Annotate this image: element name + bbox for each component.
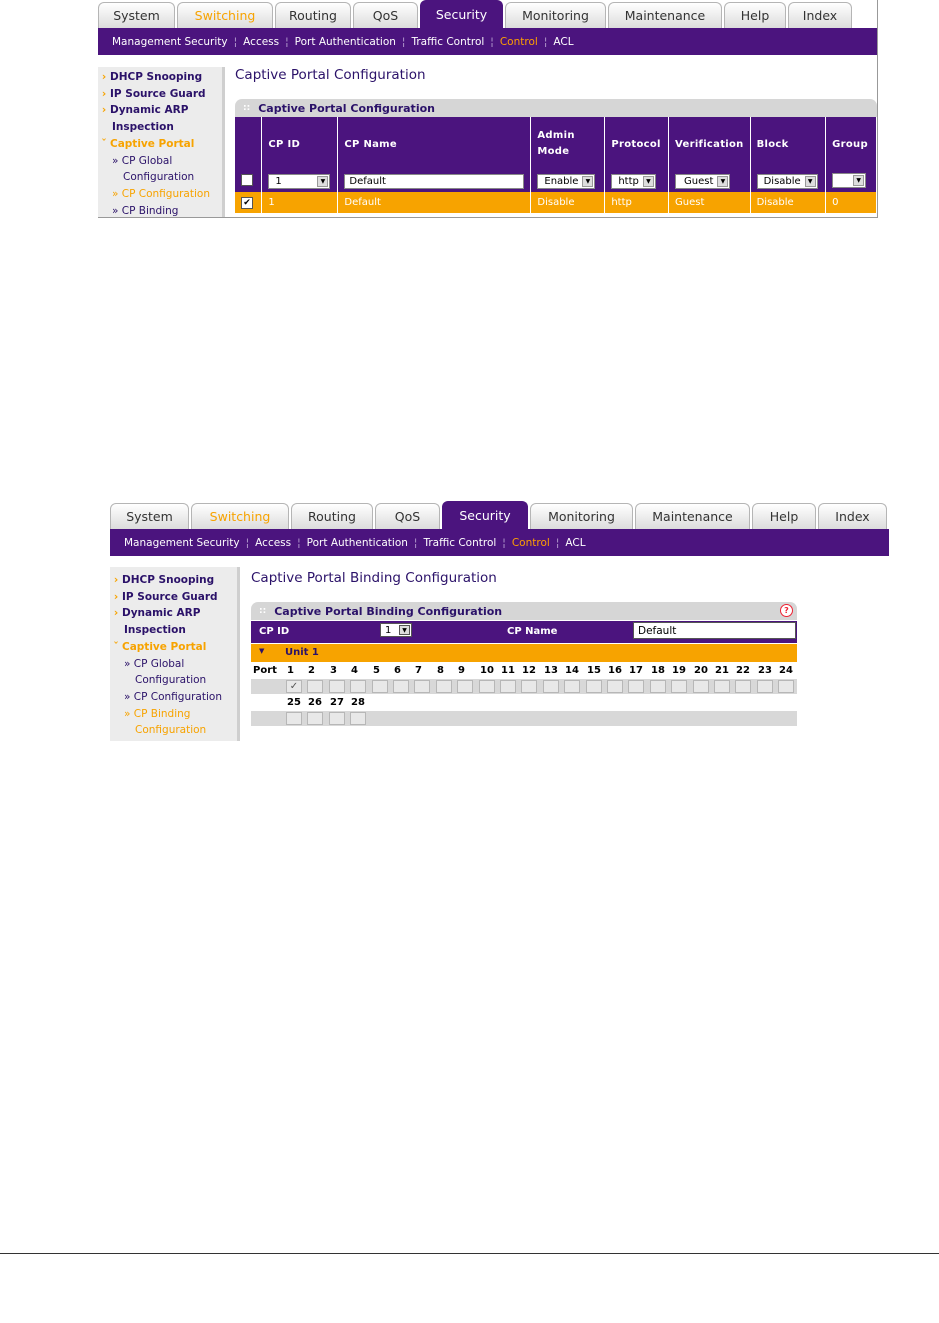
sidebar-item-captive-portal[interactable]: ˇ Captive Portal — [110, 639, 237, 656]
sub-navigation: Management Security ¦ Access ¦ Port Authentication ¦ Traffic Control ¦ Control ¦ ACL — [110, 529, 889, 556]
port-checkbox-14[interactable] — [564, 680, 580, 693]
port-number-24: 24 — [779, 665, 793, 676]
port-checkbox-24[interactable] — [778, 680, 794, 693]
port-number-21: 21 — [715, 665, 729, 676]
port-number-row — [251, 662, 797, 679]
port-number-28: 28 — [351, 697, 365, 708]
port-checkbox-18[interactable] — [650, 680, 666, 693]
table-row[interactable] — [235, 192, 877, 213]
tab-switching[interactable]: Switching — [177, 2, 273, 28]
tab-maintenance[interactable]: Maintenance — [635, 503, 750, 529]
dropdown-arrow-icon: ▼ — [805, 176, 816, 187]
sidebar-item-captive-portal[interactable]: ˇ Captive Portal — [98, 136, 222, 153]
grip-icon: :: — [259, 606, 267, 616]
dropdown-arrow-icon: ▼ — [643, 176, 654, 187]
col-group: Group — [826, 117, 877, 171]
port-number-19: 19 — [672, 665, 686, 676]
cp-name-input[interactable]: Default — [344, 174, 524, 189]
cp-config-screenshot — [98, 0, 878, 218]
edit-block-cell — [750, 171, 826, 192]
tab-security[interactable]: Security — [442, 501, 528, 529]
col-protocol: Protocol — [605, 117, 669, 171]
cp-id-label: CP ID — [259, 626, 290, 637]
cell-block: Disable — [750, 192, 826, 213]
port-checkbox-20[interactable] — [693, 680, 709, 693]
port-number-25: 25 — [287, 697, 301, 708]
cp-name-field[interactable]: Default — [633, 622, 796, 639]
cell-cp-name: Default — [338, 192, 531, 213]
edit-cp-name-cell — [338, 171, 531, 192]
tab-routing[interactable]: Routing — [275, 2, 351, 28]
port-number-27: 27 — [330, 697, 344, 708]
port-checkbox-27[interactable] — [329, 712, 345, 725]
sidebar-item-cp-binding[interactable]: » CP Binding — [112, 204, 179, 217]
cp-name-label: CP Name — [507, 626, 558, 637]
col-block: Block — [750, 117, 826, 171]
edit-row — [235, 171, 877, 192]
binding-panel — [251, 621, 797, 726]
port-checkbox-6[interactable] — [393, 680, 409, 693]
sidebar-item-cp-binding[interactable]: » CP Binding — [124, 707, 191, 720]
tab-routing[interactable]: Routing — [291, 503, 373, 529]
tab-maintenance[interactable]: Maintenance — [608, 2, 722, 28]
port-number-16: 16 — [608, 665, 622, 676]
main-tabs — [98, 0, 877, 28]
chevron-right-icon: › — [101, 71, 107, 83]
subnav-access[interactable]: Access — [243, 35, 280, 48]
port-checkbox-7[interactable] — [414, 680, 430, 693]
port-label: Port — [253, 665, 277, 676]
sidebar-item-cp-global[interactable]: » CP Global — [112, 154, 173, 167]
chevron-right-icon: › — [113, 574, 119, 586]
port-number-12: 12 — [522, 665, 536, 676]
port-number-6: 6 — [394, 665, 401, 676]
page-title: Captive Portal Configuration — [235, 67, 426, 83]
port-checkbox-9[interactable] — [457, 680, 473, 693]
admin-mode-select[interactable]: Enable ▼ — [537, 174, 595, 189]
cp-binding-screenshot — [110, 501, 889, 741]
group-select[interactable] — [832, 173, 866, 188]
col-admin-mode: Admin Mode — [531, 117, 605, 171]
port-number-3: 3 — [330, 665, 337, 676]
sidebar-item-cp-global[interactable]: » CP Global — [124, 657, 185, 670]
dropdown-arrow-icon: ▼ — [317, 176, 328, 187]
port-number-9: 9 — [458, 665, 465, 676]
tab-index[interactable]: Index — [818, 503, 887, 529]
port-checkbox-3[interactable] — [329, 680, 345, 693]
col-select — [235, 117, 262, 171]
sidebar-item-cp-global-cont: Configuration — [135, 674, 207, 687]
port-checkbox-row — [251, 679, 797, 694]
col-verification: Verification — [669, 117, 751, 171]
cell-admin-mode: Disable — [531, 192, 605, 213]
cell-protocol: http — [605, 192, 669, 213]
tab-qos[interactable]: QoS — [375, 503, 440, 529]
port-number-10: 10 — [480, 665, 494, 676]
sidebar-item-dhcp-snooping[interactable]: › DHCP Snooping — [98, 69, 222, 86]
chevron-down-icon: ˇ — [113, 640, 119, 653]
port-checkbox-19[interactable] — [671, 680, 687, 693]
tab-system[interactable]: System — [110, 503, 189, 529]
port-number-8: 8 — [437, 665, 444, 676]
grip-icon: :: — [243, 103, 251, 113]
binding-header-row — [251, 621, 797, 643]
sidebar-item-cp-configuration[interactable]: » CP Configuration — [112, 187, 210, 200]
cell-verification: Guest — [669, 192, 751, 213]
sidebar-item-dynamic-arp-cont: Inspection — [112, 121, 174, 134]
subnav-management-security[interactable]: Management Security — [124, 536, 240, 549]
port-checkbox-8[interactable] — [436, 680, 452, 693]
sidebar — [110, 567, 240, 741]
edit-cp-id-cell — [262, 171, 338, 192]
subnav-traffic-control[interactable]: Traffic Control — [411, 35, 485, 48]
port-checkbox-16[interactable] — [607, 680, 623, 693]
port-number-17: 17 — [629, 665, 643, 676]
cp-id-select[interactable]: 1 ▼ — [380, 623, 412, 637]
chevron-down-icon: ˇ — [101, 137, 107, 150]
port-checkbox-5[interactable] — [372, 680, 388, 693]
chevron-right-icon: › — [113, 607, 119, 620]
help-icon[interactable]: ? — [780, 604, 793, 617]
sidebar-item-cp-configuration[interactable]: » CP Configuration — [124, 690, 222, 703]
verification-select[interactable]: Guest ▼ — [675, 174, 730, 189]
sidebar-item-cp-global-cont: Configuration — [123, 171, 195, 184]
main-tabs — [110, 501, 889, 529]
tab-monitoring[interactable]: Monitoring — [505, 2, 606, 28]
subnav-port-authentication[interactable]: Port Authentication — [294, 35, 396, 48]
subnav-acl[interactable]: ACL — [553, 35, 574, 48]
block-select[interactable]: Disable ▼ — [757, 174, 818, 189]
tab-system[interactable]: System — [98, 2, 175, 28]
cell-group: 0 — [826, 192, 877, 213]
section-header: :: Captive Portal Binding Configuration ? — [251, 602, 797, 620]
edit-select-cell — [235, 171, 262, 192]
edit-admin-mode-cell — [531, 171, 605, 192]
captive-portal-table — [235, 117, 877, 213]
section-header: :: Captive Portal Configuration — [235, 99, 877, 117]
port-checkbox-28[interactable] — [350, 712, 366, 725]
row-checkbox[interactable]: ✔ — [241, 197, 253, 209]
chevron-right-icon: › — [101, 104, 107, 117]
port-number-2: 2 — [308, 665, 315, 676]
tab-security[interactable]: Security — [420, 0, 503, 28]
sidebar-item-cp-binding-cont: Configuration — [135, 724, 207, 737]
subnav-traffic-control[interactable]: Traffic Control — [423, 536, 497, 549]
unit-label: Unit 1 — [285, 647, 319, 658]
subnav-port-authentication[interactable]: Port Authentication — [306, 536, 408, 549]
port-number-18: 18 — [651, 665, 665, 676]
tab-help[interactable]: Help — [724, 2, 786, 28]
port-checkbox-25[interactable] — [286, 712, 302, 725]
port-checkbox-21[interactable] — [714, 680, 730, 693]
port-number-13: 13 — [544, 665, 558, 676]
select-all-checkbox[interactable] — [241, 174, 253, 186]
col-cp-id: CP ID — [262, 117, 338, 171]
row-select-cell — [235, 192, 262, 213]
sidebar-item-dhcp-snooping[interactable]: › DHCP Snooping — [110, 572, 237, 589]
subnav-acl[interactable]: ACL — [565, 536, 586, 549]
tab-help[interactable]: Help — [752, 503, 816, 529]
port-checkbox-13[interactable] — [543, 680, 559, 693]
subnav-control[interactable]: Control — [511, 536, 550, 549]
port-checkbox-11[interactable] — [500, 680, 516, 693]
port-number-5: 5 — [373, 665, 380, 676]
edit-protocol-cell — [605, 171, 669, 192]
col-cp-name: CP Name — [338, 117, 531, 171]
sidebar-item-dynamic-arp[interactable]: › Dynamic ARP — [98, 102, 222, 119]
subnav-management-security[interactable]: Management Security — [112, 35, 228, 48]
port-checkbox-23[interactable] — [757, 680, 773, 693]
edit-group-cell — [826, 171, 877, 192]
port-checkbox-17[interactable] — [628, 680, 644, 693]
port-number-14: 14 — [565, 665, 579, 676]
port-checkbox-1[interactable]: ✓ — [286, 680, 302, 693]
port-number-11: 11 — [501, 665, 515, 676]
port-checkbox-15[interactable] — [586, 680, 602, 693]
port-checkbox-10[interactable] — [479, 680, 495, 693]
tab-switching[interactable]: Switching — [191, 503, 289, 529]
dropdown-arrow-icon: ▼ — [717, 176, 728, 187]
port-number-1: 1 — [287, 665, 294, 676]
cell-cp-id: 1 — [262, 192, 338, 213]
tab-monitoring[interactable]: Monitoring — [530, 503, 633, 529]
sidebar-item-ip-source-guard[interactable]: › IP Source Guard — [98, 86, 222, 103]
unit-row[interactable] — [251, 644, 797, 662]
port-number-4: 4 — [351, 665, 358, 676]
page-divider — [0, 1253, 939, 1254]
page-title: Captive Portal Binding Configuration — [251, 570, 497, 586]
dropdown-arrow-icon: ▼ — [582, 176, 593, 187]
protocol-select[interactable]: http ▼ — [611, 174, 656, 189]
port-number-26: 26 — [308, 697, 322, 708]
dropdown-arrow-icon: ▼ — [853, 175, 864, 186]
port-number-7: 7 — [415, 665, 422, 676]
port-checkbox-4[interactable] — [350, 680, 366, 693]
edit-verification-cell — [669, 171, 751, 192]
port-number-20: 20 — [694, 665, 708, 676]
port-checkbox-26[interactable] — [307, 712, 323, 725]
port-checkbox-22[interactable] — [735, 680, 751, 693]
chevron-right-icon: › — [113, 590, 119, 603]
sidebar-item-ip-source-guard[interactable]: › IP Source Guard — [110, 589, 237, 606]
subnav-control[interactable]: Control — [499, 35, 538, 48]
port-number-row — [251, 694, 797, 711]
chevron-right-icon: › — [101, 87, 107, 100]
port-number-15: 15 — [587, 665, 601, 676]
sub-navigation: Management Security ¦ Access ¦ Port Authentication ¦ Traffic Control ¦ Control ¦ ACL — [98, 28, 877, 55]
port-checkbox-12[interactable] — [521, 680, 537, 693]
sidebar-item-dynamic-arp-cont: Inspection — [124, 624, 186, 637]
sidebar-item-dynamic-arp[interactable]: › Dynamic ARP — [110, 605, 237, 622]
collapse-arrow-icon: ▼ — [259, 647, 265, 655]
port-number-23: 23 — [758, 665, 772, 676]
port-checkbox-2[interactable] — [307, 680, 323, 693]
cp-id-select[interactable]: 1 ▼ — [268, 174, 330, 189]
dropdown-arrow-icon: ▼ — [399, 625, 410, 635]
tab-index[interactable]: Index — [788, 2, 852, 28]
sidebar — [98, 67, 225, 217]
subnav-access[interactable]: Access — [255, 536, 292, 549]
port-checkbox-row — [251, 711, 797, 726]
port-number-22: 22 — [736, 665, 750, 676]
tab-qos[interactable]: QoS — [353, 2, 418, 28]
